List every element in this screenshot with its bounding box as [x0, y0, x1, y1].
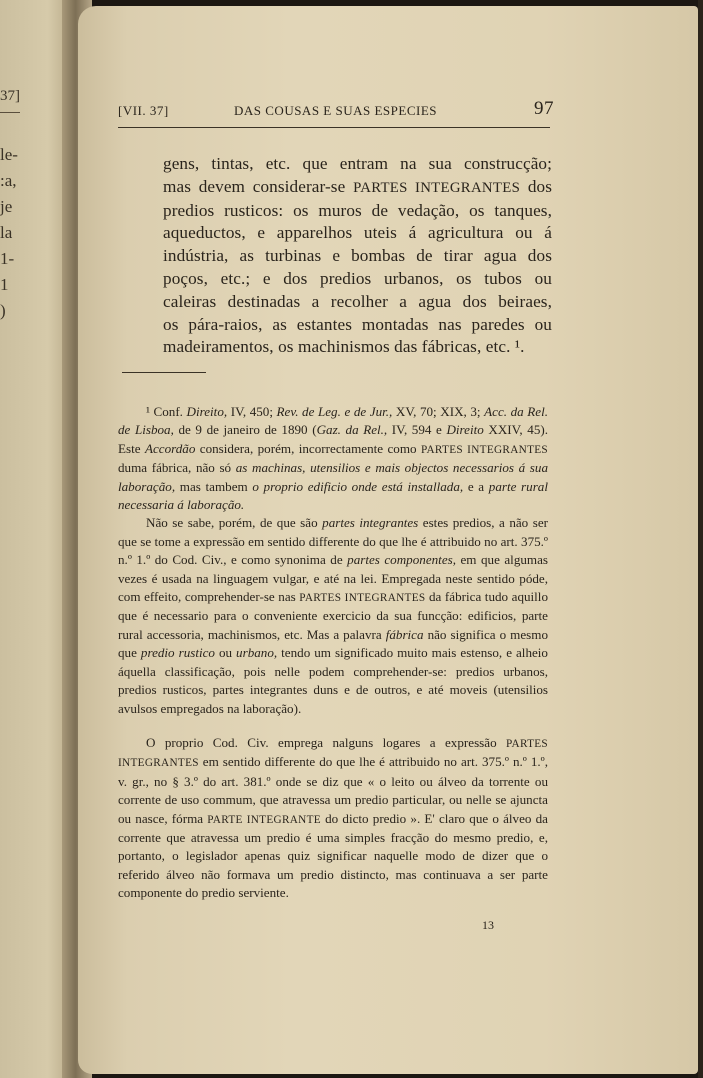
- main-text-line: aqueductos, e apparelhos uteis á agricultura ou á: [163, 223, 552, 243]
- main-text: [163, 153, 552, 359]
- main-text-line: predios rusticos: os muros de vedação, os tanques,: [163, 200, 552, 220]
- italic-span: Gaz. da Rel.,: [316, 422, 388, 438]
- italic-span: Rev. de Leg. e de Jur.,: [276, 404, 393, 419]
- italic-span: partes componentes,: [347, 552, 456, 568]
- header-title: DAS COUSAS E SUAS ESPECIES: [234, 103, 437, 118]
- italic-span: Direito: [446, 422, 484, 438]
- page-number: 97: [534, 98, 554, 119]
- italic-span: parte rural necessaria á laboração.: [118, 478, 548, 513]
- page-edge: [698, 0, 703, 1078]
- small-caps-span: PARTE INTEGRANTE: [207, 813, 321, 826]
- footnote-paragraph-3: O proprio Cod. Civ. emprega nalguns logares a expressão PARTES INTEGRANTES em sentido differente do que lhe é attribuido no art. 375.º n.º 1.º, v. gr., no § 3.º do art. 381.º onde se diz que « o leito ou álveo da torrente ou corrente de uso commum, que atravessa um predio particular, ou nelle se ajuncta ou nasce, fórma PARTE INTEGRANTE do dicto predio ». E' claro que o álveo da corrente que atravessa um predio é uma simples fracção do mesmo predio, e, portanto, o legislador apenas quiz significar naquelle modo de dizer que o referido álveo não formava um predio distincto, mas continuava a ser parte componente do predio serviente.: [118, 734, 548, 901]
- facing-page-fragment: 1-: [0, 249, 15, 268]
- facing-page-fragment: 1: [0, 275, 9, 294]
- header-section-ref: [VII. 37]: [118, 103, 169, 118]
- facing-page-fragment: ): [0, 301, 6, 320]
- italic-span: Direito,: [186, 404, 228, 419]
- italic-span: Accordão: [144, 440, 196, 456]
- footnote-paragraph-1: ¹ Conf. Direito, IV, 450; Rev. de Leg. e de Jur., XV, 70; XIX, 3; Acc. da Rel. de Lisboa, de 9 de janeiro de 1890 (Gaz. da Rel., IV, 594 e Direito XXIV, 45). Este Accordão considera, porém, incorrectamente como PARTES INTEGRANTES duma fábrica, não só as machinas, utensilios e mais objectos necessarios á sua laboração, mas tambem o proprio edificio onde está installada, e a parte rural necessaria á laboração.: [118, 404, 549, 513]
- main-text-line: gens, tintas, etc. que entram na sua construcção;: [163, 154, 552, 173]
- main-text-line: madeiramentos, os machinismos das fábricas, etc. ¹.: [163, 337, 525, 357]
- main-text-line: caleiras destinadas a recolher a agua dos beiraes,: [163, 291, 552, 311]
- small-caps-span: PARTES INTEGRANTES: [299, 592, 426, 605]
- footnote-rule: [122, 372, 206, 373]
- italic-span: Acc. da Rel. de Lisboa,: [118, 404, 548, 438]
- running-head: [118, 98, 554, 123]
- small-caps-span: PARTES INTEGRANTES: [353, 179, 521, 196]
- footnotes: [118, 403, 548, 903]
- italic-span: urbano,: [236, 645, 278, 661]
- facing-page-fragment: je: [0, 197, 13, 216]
- facing-page-fragment: la: [0, 223, 13, 242]
- facing-page-header-fragment: 37]: [0, 88, 20, 104]
- italic-span: predio rustico: [140, 645, 215, 661]
- main-text-line: mas devem considerar-se PARTES INTEGRANTES dos: [163, 176, 552, 196]
- signature-mark: 13: [482, 918, 494, 932]
- italic-span: as machinas, utensilios e mais objectos necessarios á sua laboração,: [118, 460, 548, 494]
- small-caps-span: PARTES INTEGRANTES: [420, 443, 548, 456]
- main-text-line: os pára-raios, as estantes montadas nas paredes ou: [163, 314, 552, 334]
- header-rule: [118, 127, 550, 128]
- facing-page-fragment: le-: [0, 145, 18, 164]
- italic-span: o proprio edificio onde está installada,: [252, 478, 464, 494]
- small-caps-span: PARTES INTEGRANTES: [118, 737, 548, 770]
- italic-span: fábrica: [385, 626, 424, 642]
- facing-page-fragment: :a,: [0, 171, 17, 190]
- facing-page-rule: [0, 112, 20, 113]
- facing-page-line-fragments: [0, 142, 22, 324]
- footnote-paragraph-2: Não se sabe, porém, de que são partes integrantes estes predios, a não ser que se tome a expressão em sentido differente do que lhe é attribuido no art. 375.º n.º 1.º do Cod. Civ., e como synonima de partes componentes, em que algumas vezes é usada na linguagem vulgar, e até na lei. Empregada neste sentido póde, com effeito, comprehender-se nas PARTES INTEGRANTES da fábrica tudo aquillo que é necessario para o conveniente exercicio da sua funcção: edificios, parte rural accessoria, machinismos, etc. Mas a palavra fábrica não significa o mesmo que predio rustico ou urbano, tendo um significado muito mais estenso, e alheio áquella classificação, pois nelle podem comprehender-se: predios urbanos, predios rusticos, partes integrantes duns e de outros, e até moveis (utensilios avulsos empregados na laboração).: [118, 515, 548, 716]
- main-text-line: indústria, as turbinas e bombas de tirar agua dos: [163, 246, 552, 266]
- italic-span: partes integrantes: [322, 515, 419, 531]
- main-text-line: poços, etc.; e dos predios urbanos, os tubos ou: [163, 268, 552, 288]
